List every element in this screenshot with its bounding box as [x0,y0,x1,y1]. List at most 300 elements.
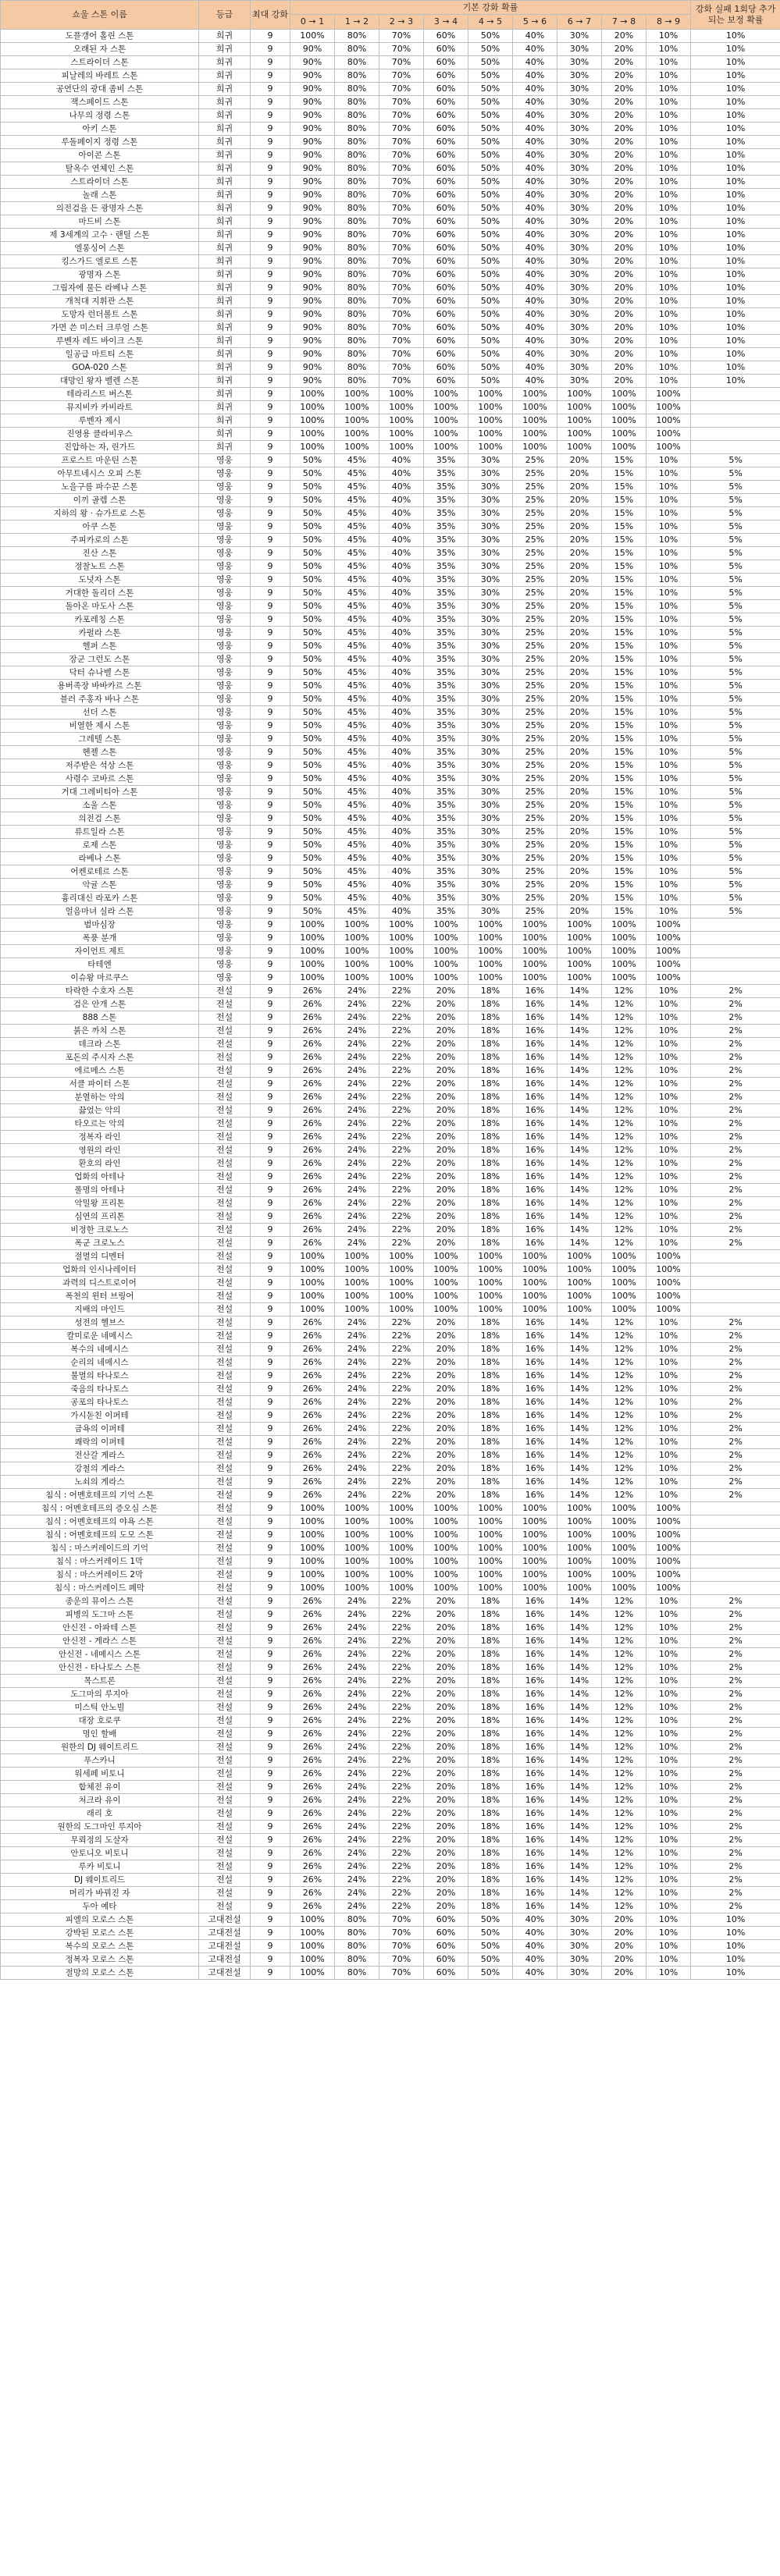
stone-name-cell: 선더 스톤 [1,706,199,720]
bonus-cell: 10% [691,69,780,83]
probability-cell: 60% [424,83,468,96]
probability-cell: 100% [335,1263,379,1277]
probability-cell: 18% [468,1038,513,1051]
probability-cell: 70% [379,176,424,189]
probability-cell: 20% [557,905,602,918]
stone-name-cell: 안신전 - 네메시스 스톤 [1,1648,199,1661]
max-level-cell: 9 [251,1078,290,1091]
bonus-cell: 5% [691,799,780,812]
probability-cell: 30% [468,812,513,826]
probability-cell: 12% [602,1476,646,1489]
probability-cell: 70% [379,202,424,215]
probability-cell: 24% [335,1807,379,1821]
grade-cell: 전설 [199,1900,251,1913]
probability-cell: 70% [379,43,424,56]
probability-cell: 16% [513,1409,557,1423]
probability-cell: 20% [557,799,602,812]
probability-cell: 100% [290,1582,335,1595]
probability-cell: 20% [424,1210,468,1224]
bonus-cell: 10% [691,109,780,123]
header-name: 쇼울 스톤 이름 [1,1,199,30]
table-row [1,162,780,176]
probability-cell: 16% [513,1104,557,1117]
probability-cell: 80% [335,1967,379,1980]
probability-cell: 14% [557,1370,602,1383]
probability-cell: 50% [290,627,335,640]
probability-cell: 50% [468,1953,513,1967]
stone-name-cell: 루벤자 제시 [1,414,199,428]
bonus-cell [691,1263,780,1277]
stone-name-cell: 래리 호 [1,1807,199,1821]
probability-cell: 12% [602,1117,646,1131]
probability-cell: 22% [379,1025,424,1038]
stone-name-cell: 개척대 지휘관 스톤 [1,295,199,308]
probability-cell: 40% [379,812,424,826]
table-row [1,786,780,799]
probability-cell: 100% [646,958,691,972]
bonus-cell: 2% [691,1051,780,1064]
max-level-cell: 9 [251,1502,290,1515]
probability-cell: 35% [424,454,468,467]
bonus-cell: 2% [691,1462,780,1476]
probability-cell: 12% [602,1768,646,1781]
bonus-cell: 10% [691,176,780,189]
probability-cell: 16% [513,1184,557,1197]
probability-cell: 30% [557,43,602,56]
probability-cell: 26% [290,1661,335,1675]
bonus-cell: 5% [691,852,780,865]
stone-name-cell: 포돈의 주시자 스톤 [1,1051,199,1064]
max-level-cell: 9 [251,428,290,441]
probability-cell: 14% [557,1608,602,1622]
stone-name-cell: 아키 스톤 [1,123,199,136]
max-level-cell: 9 [251,932,290,945]
probability-cell: 12% [602,1462,646,1476]
probability-cell: 100% [335,1555,379,1569]
stone-name-cell: 광명자 스톤 [1,268,199,282]
probability-cell: 70% [379,109,424,123]
probability-cell: 30% [468,613,513,627]
bonus-cell: 5% [691,494,780,507]
max-level-cell: 9 [251,1197,290,1210]
bonus-cell: 10% [691,136,780,149]
probability-cell: 100% [424,1277,468,1290]
probability-cell: 50% [468,375,513,388]
probability-cell: 50% [290,852,335,865]
grade-cell: 영웅 [199,494,251,507]
probability-cell: 10% [646,534,691,547]
probability-cell: 24% [335,1157,379,1171]
bonus-cell: 5% [691,454,780,467]
probability-cell: 20% [602,295,646,308]
probability-cell: 30% [468,773,513,786]
probability-cell: 10% [646,574,691,587]
probability-cell: 100% [646,1582,691,1595]
table-row [1,454,780,467]
max-level-cell: 9 [251,945,290,958]
grade-cell: 전설 [199,1847,251,1860]
probability-cell: 14% [557,1423,602,1436]
probability-cell: 18% [468,1144,513,1157]
stone-name-cell: 장군 그런도 스톤 [1,653,199,666]
probability-cell: 45% [335,786,379,799]
probability-cell: 15% [602,627,646,640]
probability-cell: 35% [424,627,468,640]
probability-cell: 100% [513,401,557,414]
probability-cell: 50% [290,507,335,521]
header-level: 0 → 1 [290,15,335,30]
max-level-cell: 9 [251,215,290,229]
probability-cell: 16% [513,1091,557,1104]
probability-cell: 22% [379,1794,424,1807]
probability-cell: 25% [513,587,557,600]
max-level-cell: 9 [251,189,290,202]
table-row [1,43,780,56]
probability-cell: 10% [646,308,691,322]
header-level: 5 → 6 [513,15,557,30]
probability-cell: 24% [335,1423,379,1436]
probability-cell: 30% [557,83,602,96]
table-row [1,799,780,812]
max-level-cell: 9 [251,242,290,255]
max-level-cell: 9 [251,388,290,401]
probability-cell: 12% [602,1675,646,1688]
probability-cell: 80% [335,30,379,43]
probability-cell: 10% [646,1834,691,1847]
probability-cell: 45% [335,494,379,507]
probability-cell: 18% [468,1635,513,1648]
probability-cell: 15% [602,481,646,494]
probability-cell: 25% [513,574,557,587]
table-row [1,1383,780,1396]
max-level-cell: 9 [251,1874,290,1887]
probability-cell: 15% [602,773,646,786]
probability-cell: 70% [379,56,424,69]
max-level-cell: 9 [251,892,290,905]
bonus-cell: 5% [691,467,780,481]
probability-cell: 100% [379,1502,424,1515]
table-row [1,467,780,481]
probability-cell: 26% [290,985,335,998]
probability-cell: 70% [379,162,424,176]
grade-cell: 영웅 [199,826,251,839]
stone-name-cell: 타테엔 [1,958,199,972]
probability-cell: 14% [557,1714,602,1728]
probability-cell: 100% [646,918,691,932]
bonus-cell: 2% [691,1661,780,1675]
probability-cell: 90% [290,295,335,308]
max-level-cell: 9 [251,1064,290,1078]
probability-cell: 100% [290,1250,335,1263]
probability-cell: 20% [557,865,602,879]
probability-cell: 35% [424,839,468,852]
probability-cell: 100% [290,428,335,441]
grade-cell: 희귀 [199,83,251,96]
bonus-cell: 10% [691,335,780,348]
max-level-cell: 9 [251,1701,290,1714]
probability-cell: 100% [513,1290,557,1303]
probability-cell: 10% [646,1754,691,1768]
bonus-cell: 10% [691,162,780,176]
probability-cell: 12% [602,1781,646,1794]
probability-cell: 60% [424,268,468,282]
stone-name-cell: 검은 안개 스톤 [1,998,199,1011]
table-row [1,1476,780,1489]
bonus-cell [691,414,780,428]
probability-cell: 20% [424,1768,468,1781]
probability-cell: 15% [602,693,646,706]
probability-cell: 15% [602,600,646,613]
probability-cell: 26% [290,1489,335,1502]
probability-cell: 100% [424,1303,468,1316]
stone-name-cell: 데크라 스톤 [1,1038,199,1051]
probability-cell: 50% [290,534,335,547]
probability-cell: 35% [424,905,468,918]
probability-cell: 24% [335,985,379,998]
table-row [1,1051,780,1064]
max-level-cell: 9 [251,985,290,998]
probability-cell: 35% [424,826,468,839]
probability-cell: 60% [424,176,468,189]
max-level-cell: 9 [251,587,290,600]
max-level-cell: 9 [251,335,290,348]
stone-name-cell: 놀래 스톤 [1,189,199,202]
probability-cell: 40% [513,43,557,56]
probability-cell: 14% [557,1144,602,1157]
stone-name-cell: 안신전 - 타나토스 스톤 [1,1661,199,1675]
probability-cell: 30% [557,56,602,69]
probability-cell: 30% [468,799,513,812]
grade-cell: 희귀 [199,43,251,56]
probability-cell: 45% [335,826,379,839]
stone-name-cell: 무뢰정의 도살자 [1,1834,199,1847]
probability-cell: 100% [513,932,557,945]
probability-cell: 22% [379,998,424,1011]
probability-cell: 70% [379,1953,424,1967]
probability-cell: 30% [557,136,602,149]
bonus-cell: 5% [691,560,780,574]
probability-cell: 18% [468,1648,513,1661]
probability-cell: 24% [335,1794,379,1807]
bonus-cell: 2% [691,998,780,1011]
probability-cell: 100% [424,1515,468,1529]
probability-cell: 100% [513,1529,557,1542]
max-level-cell: 9 [251,1436,290,1449]
probability-cell: 26% [290,1316,335,1330]
probability-cell: 18% [468,1622,513,1635]
grade-cell: 희귀 [199,388,251,401]
probability-cell: 30% [468,574,513,587]
probability-cell: 24% [335,1104,379,1117]
probability-cell: 100% [290,388,335,401]
stone-name-cell: 복수의 네메시스 [1,1343,199,1356]
probability-cell: 100% [646,1515,691,1529]
probability-cell: 12% [602,1887,646,1900]
bonus-cell: 10% [691,123,780,136]
table-row [1,587,780,600]
probability-cell: 25% [513,560,557,574]
table-row [1,375,780,388]
table-row [1,1794,780,1807]
probability-cell: 14% [557,1436,602,1449]
probability-cell: 100% [557,388,602,401]
probability-cell: 60% [424,322,468,335]
max-level-cell: 9 [251,1370,290,1383]
probability-cell: 16% [513,1648,557,1661]
probability-cell: 100% [513,1555,557,1569]
grade-cell: 전설 [199,1462,251,1476]
probability-cell: 100% [646,441,691,454]
probability-cell: 18% [468,1104,513,1117]
stone-name-cell: 목스트론 [1,1675,199,1688]
max-level-cell: 9 [251,1927,290,1940]
probability-cell: 45% [335,547,379,560]
probability-cell: 18% [468,1237,513,1250]
max-level-cell: 9 [251,958,290,972]
stone-name-cell: 저주받은 석상 스톤 [1,759,199,773]
stone-name-cell: 침식 : 어멘호테프의 기억 스톤 [1,1489,199,1502]
probability-cell: 26% [290,1184,335,1197]
table-row [1,481,780,494]
probability-cell: 20% [557,481,602,494]
bonus-cell [691,1515,780,1529]
stone-name-cell: 영원의 라인 [1,1144,199,1157]
probability-cell: 26% [290,1383,335,1396]
probability-cell: 10% [646,786,691,799]
probability-cell: 90% [290,348,335,361]
table-row [1,972,780,985]
max-level-cell: 9 [251,268,290,282]
table-row [1,1953,780,1967]
probability-cell: 60% [424,229,468,242]
probability-cell: 100% [335,1542,379,1555]
probability-cell: 100% [468,1290,513,1303]
probability-cell: 25% [513,693,557,706]
probability-cell: 14% [557,1131,602,1144]
grade-cell: 영웅 [199,706,251,720]
max-level-cell: 9 [251,1754,290,1768]
probability-cell: 15% [602,494,646,507]
probability-cell: 30% [468,494,513,507]
stone-name-cell: 가면 쓴 미스터 크루얼 스톤 [1,322,199,335]
probability-cell: 10% [646,1409,691,1423]
probability-cell: 100% [468,414,513,428]
probability-cell: 15% [602,547,646,560]
grade-cell: 영웅 [199,560,251,574]
table-row [1,720,780,733]
probability-cell: 14% [557,1011,602,1025]
probability-cell: 35% [424,720,468,733]
probability-cell: 80% [335,56,379,69]
bonus-cell: 10% [691,1927,780,1940]
grade-cell: 영웅 [199,892,251,905]
probability-cell: 20% [557,733,602,746]
table-row [1,255,780,268]
grade-cell: 전설 [199,1038,251,1051]
grade-cell: 희귀 [199,361,251,375]
probability-cell: 45% [335,521,379,534]
probability-cell: 15% [602,467,646,481]
table-row [1,494,780,507]
probability-cell: 25% [513,706,557,720]
max-level-cell: 9 [251,918,290,932]
probability-cell: 24% [335,1064,379,1078]
probability-cell: 14% [557,1754,602,1768]
probability-cell: 14% [557,1887,602,1900]
probability-cell: 20% [424,1794,468,1807]
grade-cell: 희귀 [199,215,251,229]
probability-cell: 26% [290,1237,335,1250]
table-row [1,879,780,892]
probability-cell: 40% [513,176,557,189]
probability-cell: 30% [468,733,513,746]
grade-cell: 영웅 [199,733,251,746]
grade-cell: 전설 [199,1542,251,1555]
probability-cell: 20% [424,1688,468,1701]
grade-cell: 희귀 [199,428,251,441]
probability-cell: 80% [335,335,379,348]
probability-cell: 100% [290,1290,335,1303]
max-level-cell: 9 [251,1423,290,1436]
probability-cell: 80% [335,109,379,123]
max-level-cell: 9 [251,69,290,83]
grade-cell: 전설 [199,1210,251,1224]
bonus-cell: 2% [691,1489,780,1502]
probability-cell: 20% [424,1622,468,1635]
probability-cell: 30% [468,839,513,852]
table-row [1,1754,780,1768]
probability-cell: 14% [557,1224,602,1237]
probability-cell: 20% [602,96,646,109]
probability-cell: 15% [602,746,646,759]
probability-cell: 10% [646,839,691,852]
table-row [1,1131,780,1144]
probability-cell: 12% [602,1104,646,1117]
probability-cell: 22% [379,1489,424,1502]
bonus-cell: 10% [691,255,780,268]
probability-cell: 30% [468,852,513,865]
table-row [1,1661,780,1675]
stone-name-cell: 침식 : 마스커레이드의 기억 [1,1542,199,1555]
probability-cell: 100% [557,1277,602,1290]
grade-cell: 희귀 [199,295,251,308]
table-row [1,1171,780,1184]
probability-cell: 20% [557,587,602,600]
table-row [1,1834,780,1847]
grade-cell: 영웅 [199,812,251,826]
probability-cell: 16% [513,1423,557,1436]
probability-cell: 16% [513,1436,557,1449]
probability-cell: 90% [290,83,335,96]
probability-cell: 100% [379,1277,424,1290]
probability-cell: 10% [646,799,691,812]
grade-cell: 영웅 [199,507,251,521]
stone-name-cell: 소울 스톤 [1,799,199,812]
probability-cell: 14% [557,1635,602,1648]
bonus-cell: 5% [691,773,780,786]
probability-cell: 16% [513,1595,557,1608]
grade-cell: 전설 [199,1555,251,1569]
max-level-cell: 9 [251,494,290,507]
probability-cell: 26% [290,1210,335,1224]
grade-cell: 희귀 [199,401,251,414]
stone-name-cell: DJ 웨이트리드 [1,1874,199,1887]
probability-cell: 30% [557,1927,602,1940]
probability-cell: 50% [290,494,335,507]
probability-cell: 18% [468,1224,513,1237]
stone-name-cell: 정복자 모로스 스톤 [1,1953,199,1967]
probability-cell: 12% [602,1091,646,1104]
